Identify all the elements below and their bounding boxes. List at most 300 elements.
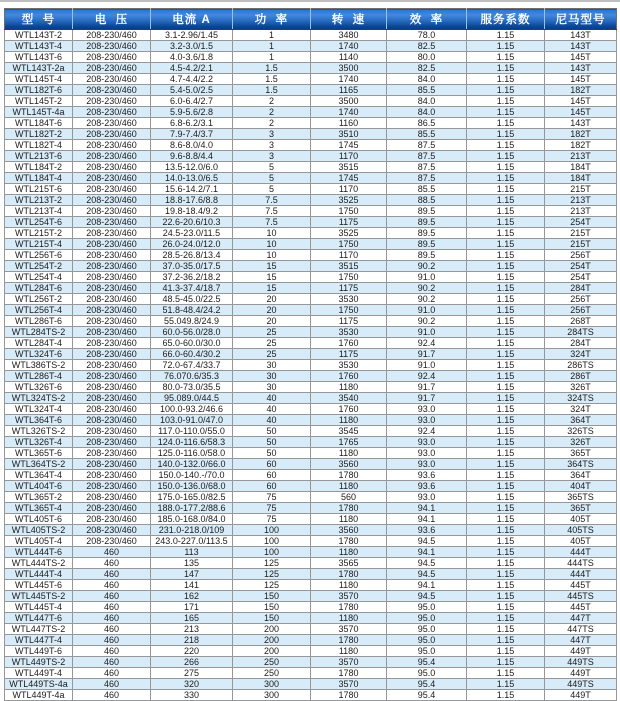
cell-power: 20 [233, 305, 311, 316]
cell-model: WTL143T-2 [5, 30, 73, 41]
cell-voltage: 208-230/460 [73, 360, 151, 371]
cell-efficiency: 95.0 [387, 668, 467, 679]
cell-current: 275 [151, 668, 233, 679]
cell-power: 40 [233, 415, 311, 426]
cell-power: 3 [233, 140, 311, 151]
cell-current: 124.0-116.6/58.3 [151, 437, 233, 448]
cell-efficiency: 84.0 [387, 107, 467, 118]
cell-current: 24.5-23.0/11.5 [151, 228, 233, 239]
column-header-nema: 尼马型号 [545, 9, 617, 30]
cell-efficiency: 87.5 [387, 140, 467, 151]
table-row [5, 503, 617, 514]
cell-speed: 1740 [311, 74, 387, 85]
cell-speed: 1170 [311, 151, 387, 162]
cell-service-factor: 1.15 [467, 41, 545, 52]
cell-nema: 449TS [545, 657, 617, 668]
cell-model: WTL444TS-2 [5, 558, 73, 569]
cell-current: 15.6-14.2/7.1 [151, 184, 233, 195]
cell-speed: 3570 [311, 624, 387, 635]
cell-voltage: 208-230/460 [73, 437, 151, 448]
cell-speed: 1780 [311, 536, 387, 547]
cell-voltage: 208-230/460 [73, 151, 151, 162]
cell-voltage: 208-230/460 [73, 74, 151, 85]
cell-current: 266 [151, 657, 233, 668]
cell-speed: 1745 [311, 140, 387, 151]
cell-voltage: 208-230/460 [73, 85, 151, 96]
cell-power: 40 [233, 393, 311, 404]
cell-efficiency: 94.1 [387, 580, 467, 591]
table-row [5, 657, 617, 668]
cell-nema: 449T [545, 690, 617, 701]
cell-current: 26.0-24.0/12.0 [151, 239, 233, 250]
cell-efficiency: 95.0 [387, 602, 467, 613]
cell-power: 10 [233, 250, 311, 261]
cell-model: WTL326TS-2 [5, 426, 73, 437]
table-row [5, 536, 617, 547]
cell-current: 150.0-136.0/68.0 [151, 481, 233, 492]
cell-model: WTL405T-6 [5, 514, 73, 525]
table-row [5, 129, 617, 140]
cell-efficiency: 89.5 [387, 239, 467, 250]
cell-speed: 1780 [311, 602, 387, 613]
cell-model: WTL284T-6 [5, 283, 73, 294]
cell-nema: 143T [545, 63, 617, 74]
cell-model: WTL143T-2a [5, 63, 73, 74]
table-row [5, 635, 617, 646]
cell-speed: 1780 [311, 668, 387, 679]
cell-power: 50 [233, 448, 311, 459]
cell-current: 22.6-20.6/10.3 [151, 217, 233, 228]
cell-speed: 3500 [311, 63, 387, 74]
cell-voltage: 208-230/460 [73, 536, 151, 547]
cell-current: 41.3-37.4/18.7 [151, 283, 233, 294]
cell-model: WTL324TS-2 [5, 393, 73, 404]
table-row [5, 228, 617, 239]
cell-voltage: 208-230/460 [73, 272, 151, 283]
table-row [5, 679, 617, 690]
cell-service-factor: 1.15 [467, 74, 545, 85]
cell-efficiency: 94.1 [387, 514, 467, 525]
cell-voltage: 208-230/460 [73, 316, 151, 327]
cell-voltage: 208-230/460 [73, 393, 151, 404]
cell-power: 5 [233, 162, 311, 173]
cell-service-factor: 1.15 [467, 294, 545, 305]
cell-model: WTL145T-2 [5, 96, 73, 107]
cell-model: WTL324T-6 [5, 349, 73, 360]
cell-nema: 143T [545, 118, 617, 129]
cell-service-factor: 1.15 [467, 481, 545, 492]
cell-service-factor: 1.15 [467, 404, 545, 415]
cell-speed: 1160 [311, 118, 387, 129]
cell-voltage: 460 [73, 602, 151, 613]
cell-service-factor: 1.15 [467, 195, 545, 206]
cell-efficiency: 94.1 [387, 547, 467, 558]
table-row [5, 52, 617, 63]
cell-efficiency: 93.0 [387, 415, 467, 426]
cell-speed: 1180 [311, 547, 387, 558]
cell-voltage: 208-230/460 [73, 349, 151, 360]
cell-voltage: 460 [73, 668, 151, 679]
cell-service-factor: 1.15 [467, 514, 545, 525]
cell-efficiency: 85.5 [387, 85, 467, 96]
column-header-model: 型 号 [5, 9, 73, 30]
cell-speed: 1180 [311, 514, 387, 525]
cell-power: 15 [233, 272, 311, 283]
cell-speed: 3560 [311, 525, 387, 536]
cell-nema: 256T [545, 305, 617, 316]
table-row [5, 371, 617, 382]
cell-speed: 3540 [311, 393, 387, 404]
cell-nema: 284T [545, 283, 617, 294]
cell-efficiency: 82.5 [387, 41, 467, 52]
cell-voltage: 208-230/460 [73, 492, 151, 503]
column-header-power: 功 率 [233, 9, 311, 30]
cell-speed: 1750 [311, 206, 387, 217]
cell-voltage: 208-230/460 [73, 327, 151, 338]
cell-power: 150 [233, 613, 311, 624]
cell-current: 55.049.8/24.9 [151, 316, 233, 327]
cell-power: 30 [233, 360, 311, 371]
cell-service-factor: 1.15 [467, 492, 545, 503]
table-row [5, 184, 617, 195]
cell-model: WTL404T-6 [5, 481, 73, 492]
table-row [5, 613, 617, 624]
cell-service-factor: 1.15 [467, 415, 545, 426]
cell-nema: 143T [545, 41, 617, 52]
cell-power: 200 [233, 646, 311, 657]
cell-current: 6.8-6.2/3.1 [151, 118, 233, 129]
cell-nema: 182T [545, 129, 617, 140]
cell-current: 103.0-91.0/47.0 [151, 415, 233, 426]
cell-nema: 365TS [545, 492, 617, 503]
cell-speed: 3525 [311, 228, 387, 239]
table-row [5, 107, 617, 118]
table-row [5, 272, 617, 283]
cell-power: 300 [233, 679, 311, 690]
cell-model: WTL445TS-2 [5, 591, 73, 602]
cell-power: 25 [233, 338, 311, 349]
cell-efficiency: 93.0 [387, 404, 467, 415]
cell-voltage: 208-230/460 [73, 283, 151, 294]
cell-service-factor: 1.15 [467, 30, 545, 41]
cell-speed: 3510 [311, 129, 387, 140]
header-row [5, 9, 617, 30]
table-row [5, 624, 617, 635]
cell-model: WTL213T-4 [5, 206, 73, 217]
cell-power: 250 [233, 668, 311, 679]
cell-power: 75 [233, 503, 311, 514]
cell-service-factor: 1.15 [467, 580, 545, 591]
cell-efficiency: 94.5 [387, 558, 467, 569]
table-row [5, 668, 617, 679]
column-header-speed: 转 速 [311, 9, 387, 30]
cell-current: 135 [151, 558, 233, 569]
cell-model: WTL143T-6 [5, 52, 73, 63]
cell-current: 140.0-132.0/66.0 [151, 459, 233, 470]
cell-power: 5 [233, 184, 311, 195]
table-row [5, 173, 617, 184]
cell-efficiency: 93.6 [387, 525, 467, 536]
cell-voltage: 208-230/460 [73, 481, 151, 492]
cell-model: WTL215T-2 [5, 228, 73, 239]
cell-service-factor: 1.15 [467, 393, 545, 404]
cell-speed: 1180 [311, 382, 387, 393]
cell-speed: 1740 [311, 107, 387, 118]
cell-model: WTL256T-4 [5, 305, 73, 316]
cell-speed: 1180 [311, 580, 387, 591]
cell-model: WTL215T-4 [5, 239, 73, 250]
table-row [5, 426, 617, 437]
cell-efficiency: 89.5 [387, 217, 467, 228]
cell-power: 20 [233, 294, 311, 305]
cell-service-factor: 1.15 [467, 52, 545, 63]
cell-voltage: 460 [73, 580, 151, 591]
cell-efficiency: 91.7 [387, 393, 467, 404]
cell-model: WTL145T-4a [5, 107, 73, 118]
cell-efficiency: 91.7 [387, 349, 467, 360]
table-row [5, 63, 617, 74]
cell-nema: 447T [545, 635, 617, 646]
cell-voltage: 208-230/460 [73, 338, 151, 349]
cell-nema: 213T [545, 206, 617, 217]
cell-model: WTL213T-6 [5, 151, 73, 162]
table-row [5, 327, 617, 338]
cell-current: 65.0-60.0/30.0 [151, 338, 233, 349]
cell-nema: 182T [545, 85, 617, 96]
cell-model: WTL449TS-4a [5, 679, 73, 690]
cell-service-factor: 1.15 [467, 602, 545, 613]
cell-current: 218 [151, 635, 233, 646]
cell-current: 147 [151, 569, 233, 580]
cell-current: 4.0-3.6/1.8 [151, 52, 233, 63]
table-row [5, 415, 617, 426]
cell-nema: 254T [545, 217, 617, 228]
cell-nema: 215T [545, 228, 617, 239]
cell-power: 60 [233, 481, 311, 492]
cell-efficiency: 85.5 [387, 129, 467, 140]
cell-nema: 215T [545, 239, 617, 250]
cell-power: 2 [233, 96, 311, 107]
table-row [5, 459, 617, 470]
cell-nema: 254T [545, 261, 617, 272]
cell-power: 20 [233, 316, 311, 327]
cell-current: 5.4-5.0/2.5 [151, 85, 233, 96]
cell-nema: 286TS [545, 360, 617, 371]
cell-nema: 445T [545, 602, 617, 613]
cell-efficiency: 95.4 [387, 679, 467, 690]
cell-current: 19.8-18.4/9.2 [151, 206, 233, 217]
cell-current: 220 [151, 646, 233, 657]
table-row [5, 448, 617, 459]
cell-speed: 3560 [311, 459, 387, 470]
cell-service-factor: 1.15 [467, 283, 545, 294]
cell-power: 100 [233, 536, 311, 547]
cell-nema: 444T [545, 547, 617, 558]
cell-speed: 1780 [311, 569, 387, 580]
cell-nema: 256T [545, 294, 617, 305]
cell-speed: 1780 [311, 690, 387, 701]
cell-nema: 145T [545, 74, 617, 85]
cell-speed: 1170 [311, 184, 387, 195]
cell-service-factor: 1.15 [467, 657, 545, 668]
table-row [5, 74, 617, 85]
cell-service-factor: 1.15 [467, 349, 545, 360]
cell-efficiency: 95.0 [387, 624, 467, 635]
table-row [5, 195, 617, 206]
cell-model: WTL445T-6 [5, 580, 73, 591]
column-header-efficiency: 效 率 [387, 9, 467, 30]
cell-voltage: 208-230/460 [73, 217, 151, 228]
cell-power: 100 [233, 525, 311, 536]
table-body [5, 30, 617, 701]
column-header-voltage: 电 压 [73, 9, 151, 30]
cell-speed: 3515 [311, 162, 387, 173]
cell-voltage: 208-230/460 [73, 239, 151, 250]
cell-efficiency: 80.0 [387, 52, 467, 63]
cell-service-factor: 1.15 [467, 107, 545, 118]
cell-efficiency: 91.7 [387, 382, 467, 393]
cell-current: 320 [151, 679, 233, 690]
cell-voltage: 208-230/460 [73, 52, 151, 63]
cell-service-factor: 1.15 [467, 173, 545, 184]
table-row [5, 338, 617, 349]
cell-nema: 324T [545, 404, 617, 415]
cell-voltage: 208-230/460 [73, 305, 151, 316]
cell-current: 14.0-13.0/6.5 [151, 173, 233, 184]
cell-nema: 324TS [545, 393, 617, 404]
table-row [5, 349, 617, 360]
cell-current: 125.0-116.0/58.0 [151, 448, 233, 459]
cell-speed: 1180 [311, 646, 387, 657]
cell-efficiency: 94.5 [387, 569, 467, 580]
cell-nema: 449T [545, 646, 617, 657]
cell-speed: 3530 [311, 327, 387, 338]
cell-model: WTL444T-6 [5, 547, 73, 558]
cell-current: 113 [151, 547, 233, 558]
cell-speed: 1175 [311, 316, 387, 327]
cell-nema: 447TS [545, 624, 617, 635]
cell-nema: 254T [545, 272, 617, 283]
cell-speed: 3570 [311, 657, 387, 668]
cell-power: 1.5 [233, 74, 311, 85]
cell-speed: 3545 [311, 426, 387, 437]
cell-efficiency: 92.4 [387, 371, 467, 382]
cell-service-factor: 1.15 [467, 591, 545, 602]
cell-efficiency: 82.5 [387, 63, 467, 74]
cell-power: 15 [233, 283, 311, 294]
cell-voltage: 208-230/460 [73, 426, 151, 437]
table-row [5, 316, 617, 327]
cell-efficiency: 84.0 [387, 74, 467, 85]
table-row [5, 30, 617, 41]
table-row [5, 393, 617, 404]
cell-voltage: 208-230/460 [73, 503, 151, 514]
table-row [5, 118, 617, 129]
cell-speed: 3570 [311, 591, 387, 602]
cell-model: WTL182T-6 [5, 85, 73, 96]
cell-service-factor: 1.15 [467, 679, 545, 690]
table-row [5, 690, 617, 701]
cell-model: WTL254T-6 [5, 217, 73, 228]
cell-power: 2 [233, 118, 311, 129]
cell-current: 150.0-140.-/70.0 [151, 470, 233, 481]
cell-service-factor: 1.15 [467, 536, 545, 547]
cell-current: 37.2-36.2/18.2 [151, 272, 233, 283]
cell-voltage: 208-230/460 [73, 30, 151, 41]
cell-efficiency: 89.5 [387, 206, 467, 217]
cell-voltage: 208-230/460 [73, 162, 151, 173]
cell-nema: 145T [545, 96, 617, 107]
cell-voltage: 460 [73, 679, 151, 690]
cell-service-factor: 1.15 [467, 162, 545, 173]
table-row [5, 217, 617, 228]
cell-voltage: 460 [73, 646, 151, 657]
cell-voltage: 208-230/460 [73, 206, 151, 217]
cell-voltage: 460 [73, 558, 151, 569]
cell-model: WTL365T-2 [5, 492, 73, 503]
cell-power: 200 [233, 635, 311, 646]
cell-service-factor: 1.15 [467, 459, 545, 470]
cell-nema: 364T [545, 470, 617, 481]
cell-efficiency: 93.0 [387, 459, 467, 470]
cell-speed: 1740 [311, 41, 387, 52]
cell-voltage: 208-230/460 [73, 96, 151, 107]
cell-service-factor: 1.15 [467, 261, 545, 272]
cell-nema: 143T [545, 30, 617, 41]
cell-model: WTL405TS-2 [5, 525, 73, 536]
cell-voltage: 208-230/460 [73, 459, 151, 470]
cell-voltage: 208-230/460 [73, 514, 151, 525]
cell-service-factor: 1.15 [467, 668, 545, 679]
cell-voltage: 208-230/460 [73, 63, 151, 74]
cell-nema: 449TS [545, 679, 617, 690]
cell-voltage: 460 [73, 547, 151, 558]
cell-power: 1 [233, 41, 311, 52]
cell-speed: 1780 [311, 635, 387, 646]
cell-service-factor: 1.15 [467, 470, 545, 481]
cell-nema: 365T [545, 503, 617, 514]
cell-voltage: 460 [73, 613, 151, 624]
cell-efficiency: 91.0 [387, 305, 467, 316]
cell-nema: 326T [545, 382, 617, 393]
cell-service-factor: 1.15 [467, 525, 545, 536]
cell-current: 175.0-165.0/82.5 [151, 492, 233, 503]
cell-model: WTL286T-6 [5, 316, 73, 327]
cell-speed: 3565 [311, 558, 387, 569]
table-row [5, 239, 617, 250]
cell-efficiency: 87.5 [387, 162, 467, 173]
cell-service-factor: 1.15 [467, 63, 545, 74]
cell-efficiency: 91.0 [387, 272, 467, 283]
cell-efficiency: 90.2 [387, 294, 467, 305]
cell-speed: 3570 [311, 679, 387, 690]
cell-voltage: 208-230/460 [73, 195, 151, 206]
cell-service-factor: 1.15 [467, 206, 545, 217]
cell-service-factor: 1.15 [467, 327, 545, 338]
cell-power: 7.5 [233, 217, 311, 228]
table-row [5, 206, 617, 217]
cell-current: 185.0-168.0/84.0 [151, 514, 233, 525]
cell-speed: 3500 [311, 96, 387, 107]
cell-current: 13.5-12.0/6.0 [151, 162, 233, 173]
cell-efficiency: 88.5 [387, 195, 467, 206]
cell-model: WTL254T-4 [5, 272, 73, 283]
cell-service-factor: 1.15 [467, 448, 545, 459]
column-header-current: 电流 A [151, 9, 233, 30]
cell-current: 51.8-48.4/24.2 [151, 305, 233, 316]
cell-nema: 324T [545, 349, 617, 360]
cell-service-factor: 1.15 [467, 558, 545, 569]
